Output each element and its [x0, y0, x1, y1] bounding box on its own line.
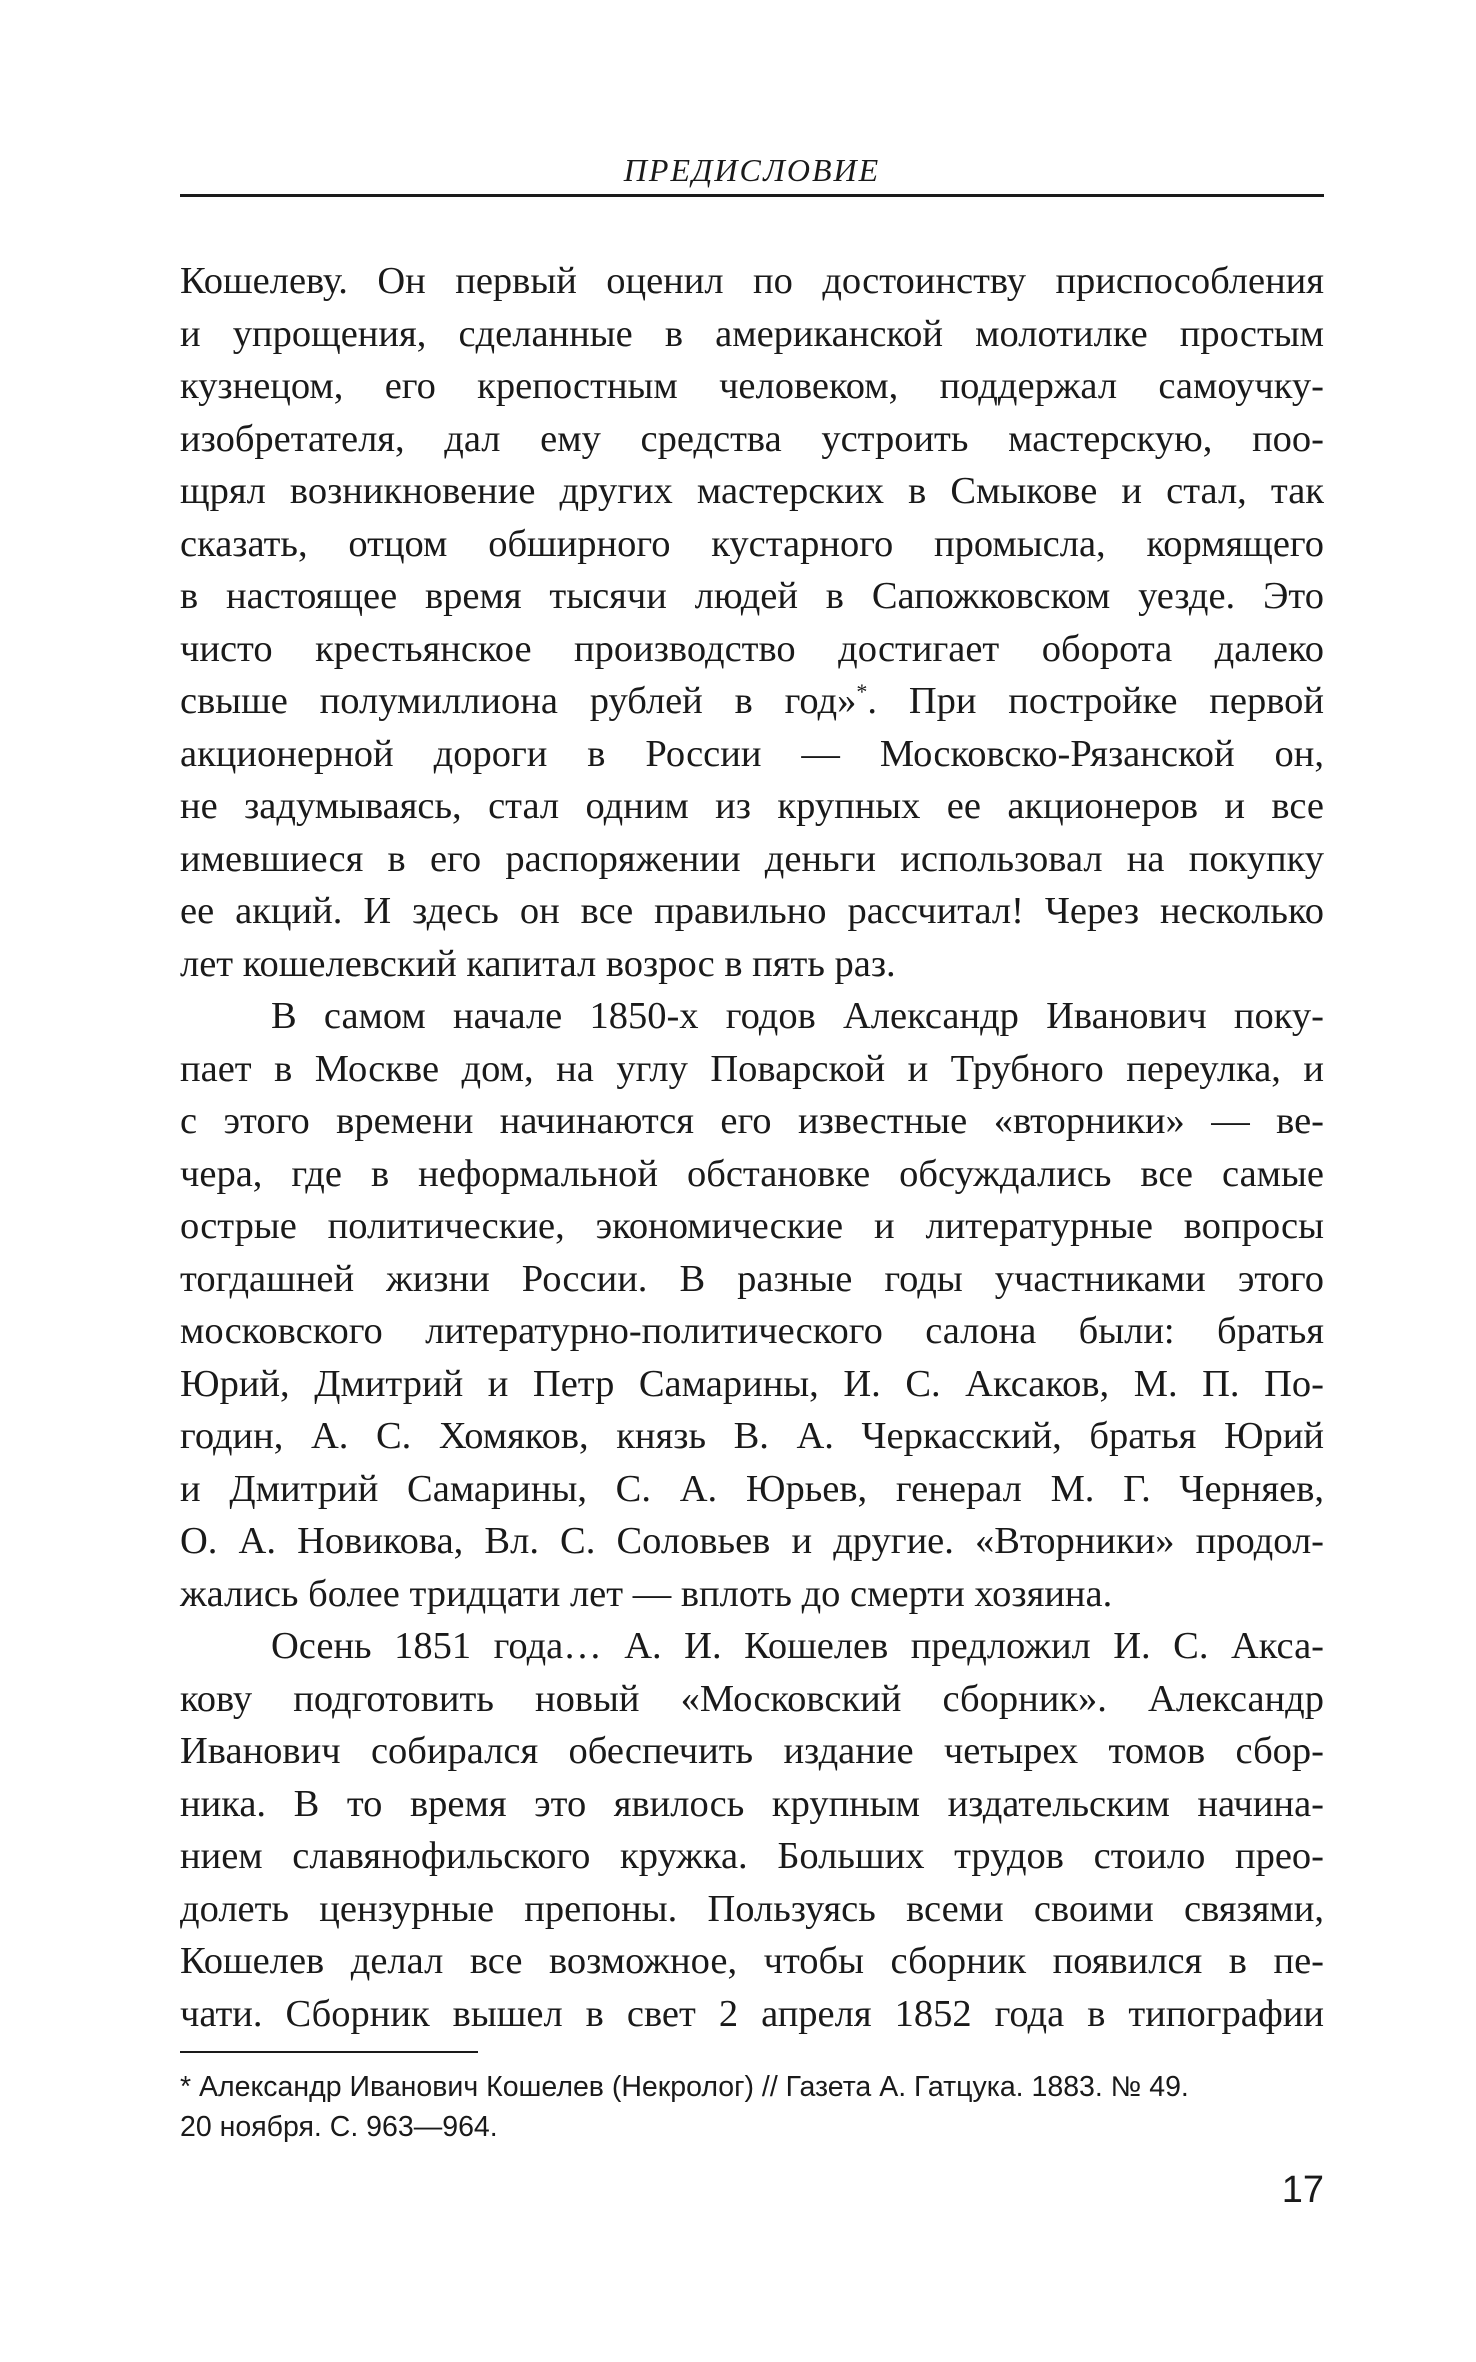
text-line: В самом начале 1850-х годов Александр Иванович поку- [271, 995, 1324, 1037]
text-line: пает в Москве дом, на углу Поварской и Трубного переулка, и [180, 1047, 1324, 1090]
text-line: долеть цензурные препоны. Пользуясь всеми своими связями, [180, 1887, 1324, 1930]
text-line: Кошелев делал все возможное, чтобы сборник появился в пе- [180, 1940, 1324, 1982]
footnote-mark: * [856, 679, 868, 705]
text-line: акционерной дороги в России — Московско-Рязанской он, [180, 732, 1324, 775]
text-line: изобретателя, дал ему средства устроить мастерскую, поо- [180, 417, 1324, 460]
text-line: с этого времени начинаются его известные «вторники» — ве- [180, 1100, 1324, 1142]
text-line: московского литературно-политического салона были: братья [180, 1310, 1324, 1352]
text-line: ее акций. И здесь он все правильно рассчитал! Через несколько [180, 890, 1324, 932]
text-line: чати. Сборник вышел в свет 2 апреля 1852 года в типографии [180, 1992, 1324, 2035]
header-rule [180, 194, 1324, 197]
text-line: Осень 1851 года… А. И. Кошелев предложил И. С. Акса- [271, 1625, 1324, 1667]
text-line: Юрий, Дмитрий и Петр Самарины, И. С. Аксаков, М. П. По- [180, 1362, 1324, 1405]
text-line: Иванович собирался обеспечить издание четырех томов сбор- [180, 1730, 1324, 1772]
text-line: лет кошелевский капитал возрос в пять раз. [180, 942, 896, 985]
body-text [180, 255, 1324, 2040]
text-line: ника. В то время это явилось крупным издательским начина- [180, 1782, 1324, 1825]
text-line: тогдашней жизни России. В разные годы участниками этого [180, 1257, 1324, 1300]
footnote-line: 20 ноября. С. 963—964. [180, 2111, 498, 2143]
text-line: кову подготовить новый «Московский сборник». Александр [180, 1677, 1324, 1720]
text-line: и упрощения, сделанные в американской молотилке простым [180, 312, 1324, 355]
text-line-with-footnote [180, 675, 1324, 728]
text-line: Кошелеву. Он первый оценил по достоинству приспособления [180, 260, 1324, 302]
text-line: и Дмитрий Самарины, С. А. Юрьев, генерал М. Г. Черняев, [180, 1467, 1324, 1510]
text-line: чера, где в неформальной обстановке обсуждались все самые [180, 1152, 1324, 1195]
text-line: годин, А. С. Хомяков, князь В. А. Черкасский, братья Юрий [180, 1415, 1324, 1457]
footnote [180, 2067, 1324, 2147]
text-line: сказать, отцом обширного кустарного промысла, кормящего [180, 522, 1324, 565]
text-segment: . При постройке первой [867, 680, 1324, 722]
text-line: острые политические, экономические и литературные вопросы [180, 1205, 1324, 1247]
text-segment: свыше полумиллиона рублей в год» [180, 680, 857, 722]
text-line: жались более тридцати лет — вплоть до смерти хозяина. [180, 1572, 1113, 1615]
text-line: не задумываясь, стал одним из крупных ее акционеров и все [180, 785, 1324, 827]
running-header: ПРЕДИСЛОВИЕ [623, 152, 881, 188]
text-line: в настоящее время тысячи людей в Сапожковском уезде. Это [180, 575, 1324, 617]
footnote-rule [180, 2051, 478, 2053]
text-line: кузнецом, его крепостным человеком, поддержал самоучку- [180, 365, 1324, 407]
page-number: 17 [1281, 2169, 1324, 2211]
text-line: О. А. Новикова, Вл. С. Соловьев и другие. «Вторники» продол- [180, 1520, 1324, 1562]
text-line: чисто крестьянское производство достигает оборота далеко [180, 627, 1324, 670]
text-line: нием славянофильского кружка. Больших трудов стоило прео- [180, 1835, 1324, 1877]
text-line: имевшиеся в его распоряжении деньги использовал на покупку [180, 837, 1324, 880]
footnote-line: * Александр Иванович Кошелев (Некролог) // Газета А. Гатцука. 1883. № 49. [180, 2071, 1189, 2103]
text-line: щрял возникновение других мастерских в Смыкове и стал, так [180, 470, 1324, 512]
